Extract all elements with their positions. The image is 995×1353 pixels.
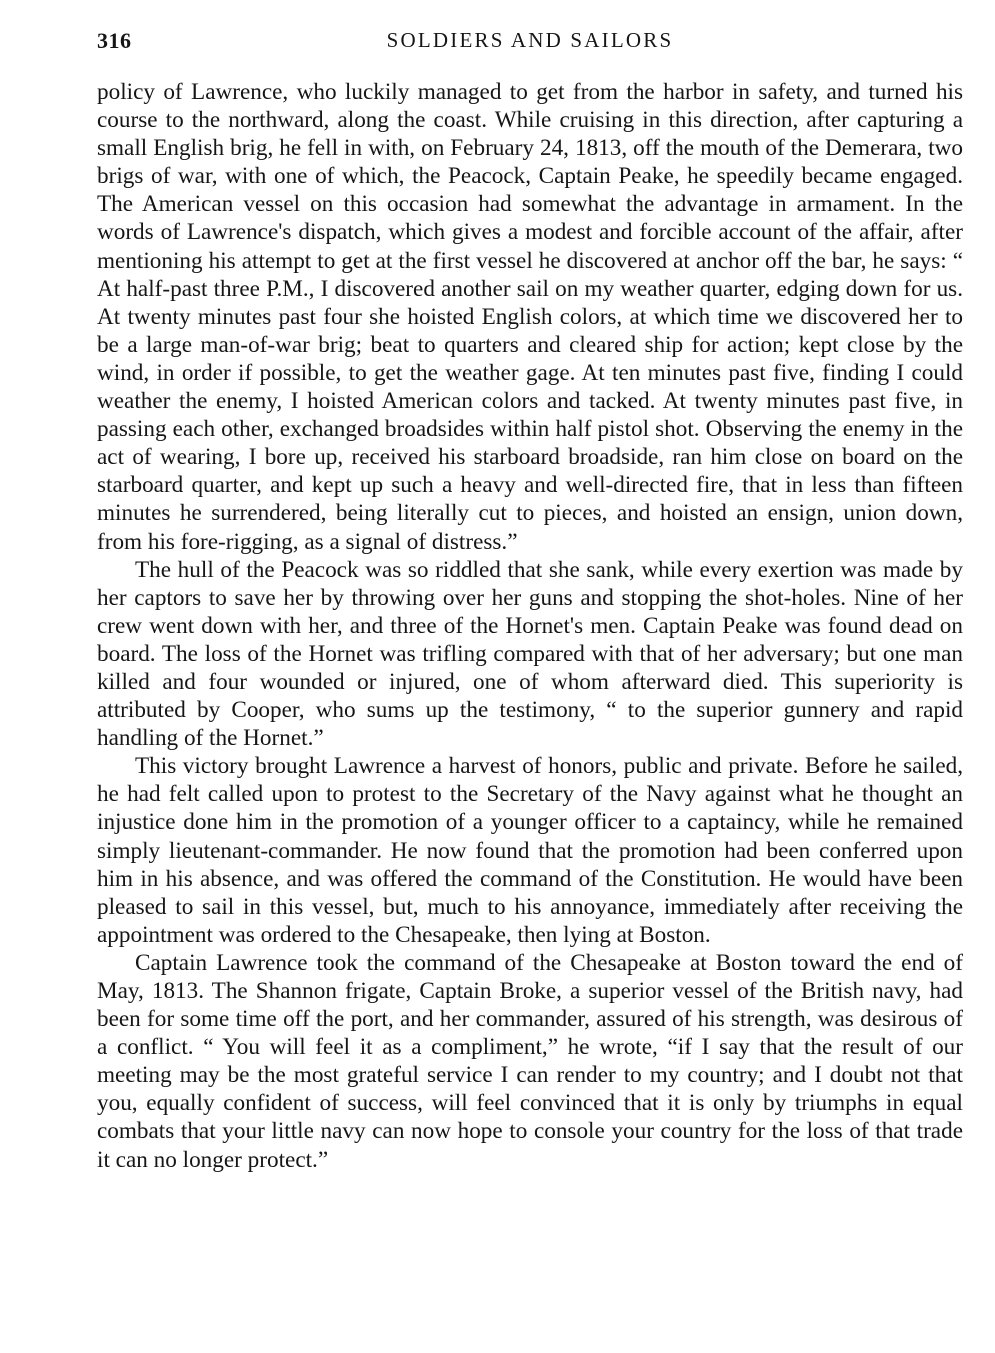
- paragraph: The hull of the Peacock was so riddled that she sank, while every exertion was made by her captors to save her by throwing over her guns and stopping the shot-holes. Nine of her crew went down with her, and three of the Hornet's men. Captain Peake was found dead on board. The loss of the Hornet was trifling compared with that of her adversary; but one man killed and four wounded or injured, one of whom afterward died. This superiority is attributed by Cooper, who sums up the testimony, “ to the superior gunnery and rapid handling of the Hornet.”: [97, 556, 963, 752]
- paragraph: Captain Lawrence took the command of the Chesapeake at Boston toward the end of May, 1813. The Shannon frigate, Captain Broke, a superior vessel of the British navy, had been for some time off the port, and her commander, assured of his strength, was desirous of a conflict. “ You will feel it as a compliment,” he wrote, “if I say that the result of our meeting may be the most grateful service I can render to my country; and I doubt not that you, equally confident of success, will feel convinced that it is only by triumphs in equal combats that your little navy can now hope to console your country for the loss of that trade it can no longer protect.”: [97, 949, 963, 1173]
- body-text: [97, 78, 963, 1174]
- page-number: 316: [97, 28, 132, 53]
- paragraph: This victory brought Lawrence a harvest of honors, public and private. Before he sailed, he had felt called upon to protest to the Secretary of the Navy against what he thought an injustice done him in the promotion of a younger officer to a captaincy, while he remained simply lieutenant-commander. He now found that the promotion had been conferred upon him in his absence, and was offered the command of the Constitution. He would have been pleased to sail in this vessel, but, much to his annoyance, immediately after receiving the appointment was ordered to the Chesapeake, then lying at Boston.: [97, 753, 963, 948]
- paragraph-continued: policy of Lawrence, who luckily managed to get from the harbor in safety, and turned his course to the northward, along the coast. While cruising in this direction, after capturing a small English brig, he fell in with, on February 24, 1813, off the mouth of the Demerara, two brigs of war, with one of which, the Peacock, Captain Peake, he speedily became engaged. The American vessel on this occasion had somewhat the advantage in armament. In the words of Lawrence's dispatch, which gives a modest and forcible account of the affair, after mentioning his attempt to get at the first vessel he discovered at anchor off the bar, he says: “ At half-past three P.M., I discovered another sail on my weather quarter, edging down for us. At twenty minutes past four she hoisted English colors, at which time we discovered her to be a large man-of-war brig; beat to quarters and cleared ship for action; kept close by the wind, in order if possible, to get the weather gage. At ten minutes past five, finding I could weather the enemy, I hoisted American colors and tacked. At twenty minutes past five, in passing each other, exchanged broadsides within half pistol shot. Observing the enemy in the act of wearing, I bore up, received his starboard broadside, ran him close on board on the starboard quarter, and kept up such a heavy and well-directed fire, that in less than fifteen minutes he surrendered, being literally cut to pieces, and hoisted an ensign, union down, from his fore-rigging, as a signal of distress.”: [97, 79, 963, 555]
- running-head: [97, 28, 963, 58]
- running-title: SOLDIERS AND SAILORS: [386, 28, 674, 52]
